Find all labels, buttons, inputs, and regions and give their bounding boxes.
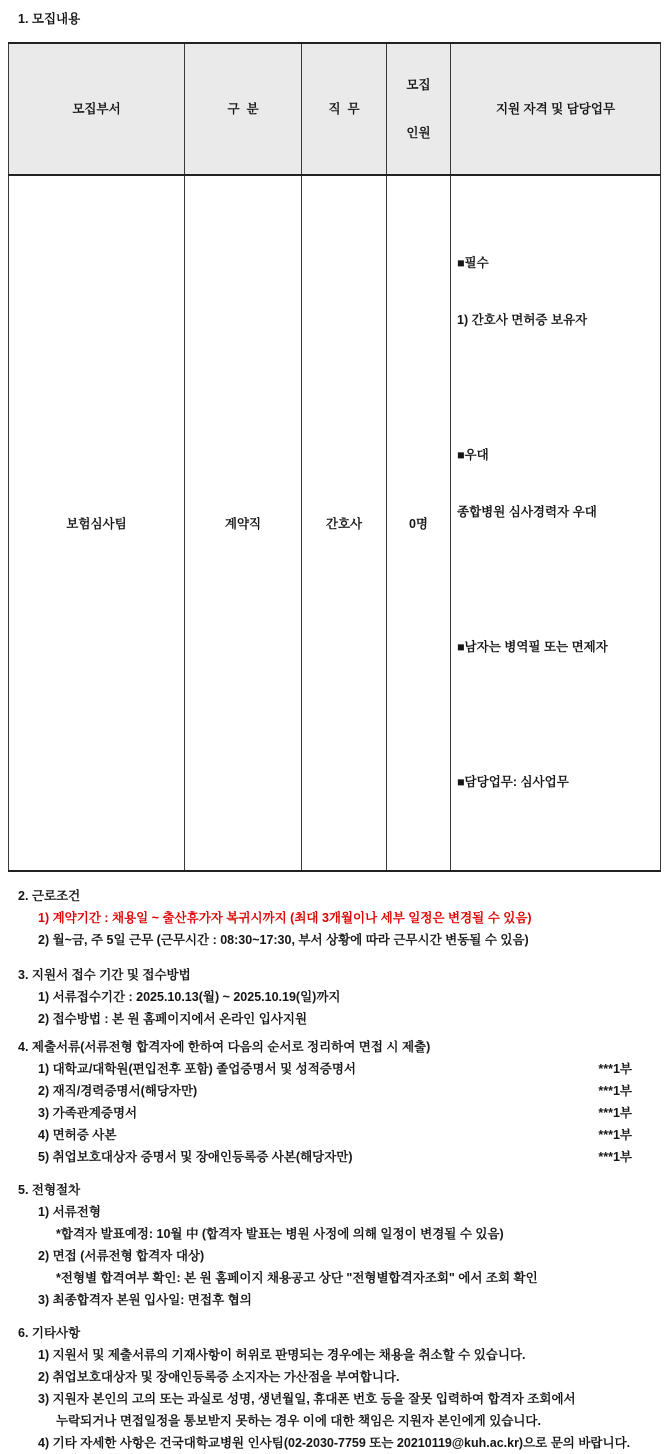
table-row	[9, 175, 661, 871]
cell-headcount: 0명	[387, 175, 451, 871]
section-working-conditions	[8, 885, 660, 951]
section-required-documents	[8, 1036, 660, 1168]
header-qualifications: 지원 자격 및 담당업무	[451, 43, 661, 175]
document-item: 2) 재직/경력증명서(해당자만) ***1부	[8, 1080, 660, 1102]
section3-title: 3. 지원서 접수 기간 및 접수방법	[18, 968, 191, 982]
cell-category: 계약직	[185, 175, 302, 871]
qual-required: ■필수 1) 간호사 면허증 보유자	[457, 256, 588, 327]
section-recruitment-content	[8, 8, 660, 872]
section1-title: 1. 모집내용	[18, 12, 81, 26]
table-header-row	[9, 43, 661, 175]
process-step-start-date: 3) 최종합격자 본원 입사일: 면접후 협의	[38, 1293, 252, 1307]
cell-job: 간호사	[302, 175, 387, 871]
process-step-interview: 2) 면접 (서류전형 합격자 대상)	[38, 1249, 205, 1263]
note-contact-info: 4) 기타 자세한 사항은 건국대학교병원 인사팀(02-2030-7759 또는 20210119@kuh.ac.kr)으로 문의 바랍니다.	[38, 1436, 631, 1450]
recruitment-table	[8, 42, 661, 872]
qual-preferred: ■우대 종합병원 심사경력자 우대	[457, 448, 597, 519]
section-application-period	[8, 964, 660, 1030]
header-job: 직 무	[302, 43, 387, 175]
note-false-statement: 1) 지원서 및 제출서류의 기재사항이 허위로 판명되는 경우에는 채용을 취소할 수 있습니다.	[38, 1348, 526, 1362]
copies-count: ***1부	[598, 1106, 632, 1120]
section2-title: 2. 근로조건	[18, 889, 81, 903]
section-other-notes	[8, 1322, 660, 1454]
contract-period-line: 1) 계약기간 : 채용일 ~ 출산휴가자 복귀시까지 (최대 3개월이나 세부 일정은 변경될 수 있음)	[38, 911, 532, 925]
copies-count: ***1부	[598, 1062, 632, 1076]
section5-title: 5. 전형절차	[18, 1183, 81, 1197]
document-item: 4) 면허증 사본 ***1부	[8, 1124, 660, 1146]
section4-title: 4. 제출서류(서류전형 합격자에 한하여 다음의 순서로 정리하여 면접 시 제출)	[18, 1040, 431, 1054]
note-input-error-line1: 3) 지원자 본인의 고의 또는 과실로 성명, 생년월일, 휴대폰 번호 등을 잘못 입력하여 합격자 조회에서	[38, 1392, 576, 1406]
application-period-line: 1) 서류접수기간 : 2025.10.13(월) ~ 2025.10.19(일)까지	[38, 990, 341, 1004]
header-headcount: 모집 인원	[387, 43, 451, 175]
result-check-note: *전형별 합격여부 확인: 본 원 홈페이지 채용공고 상단 "전형별합격자조회" 에서 조회 확인	[56, 1271, 538, 1285]
qual-duties: ■담당업무: 심사업무	[457, 775, 569, 789]
cell-dept: 보험심사팀	[9, 175, 185, 871]
qual-military: ■남자는 병역필 또는 면제자	[457, 640, 608, 654]
cell-qualifications	[451, 175, 661, 871]
header-dept: 모집부서	[9, 43, 185, 175]
document-item: 3) 가족관계증명서 ***1부	[8, 1102, 660, 1124]
announcement-schedule-note: *합격자 발표예정: 10월 中 (합격자 발표는 병원 사정에 의해 일정이 변경될 수 있음)	[56, 1227, 504, 1241]
application-method-line: 2) 접수방법 : 본 원 홈페이지에서 온라인 입사지원	[38, 1012, 308, 1026]
document-item: 1) 대학교/대학원(편입전후 포함) 졸업증명서 및 성적증명서 ***1부	[8, 1058, 660, 1080]
process-step-document-screening: 1) 서류전형	[38, 1205, 101, 1219]
copies-count: ***1부	[598, 1150, 632, 1164]
note-bonus-points: 2) 취업보호대상자 및 장애인등록증 소지자는 가산점을 부여합니다.	[38, 1370, 400, 1384]
section6-title: 6. 기타사항	[18, 1326, 81, 1340]
copies-count: ***1부	[598, 1084, 632, 1098]
copies-count: ***1부	[598, 1128, 632, 1142]
work-hours-line: 2) 월~금, 주 5일 근무 (근무시간 : 08:30~17:30, 부서 상황에 따라 근무시간 변동될 수 있음)	[38, 933, 529, 947]
header-category: 구 분	[185, 43, 302, 175]
section-selection-process	[8, 1179, 660, 1311]
document-item: 5) 취업보호대상자 증명서 및 장애인등록증 사본(해당자만) ***1부	[8, 1146, 660, 1168]
note-input-error-line2: 누락되거나 면접일정을 통보받지 못하는 경우 이에 대한 책임은 지원자 본인에게 있습니다.	[56, 1414, 541, 1428]
